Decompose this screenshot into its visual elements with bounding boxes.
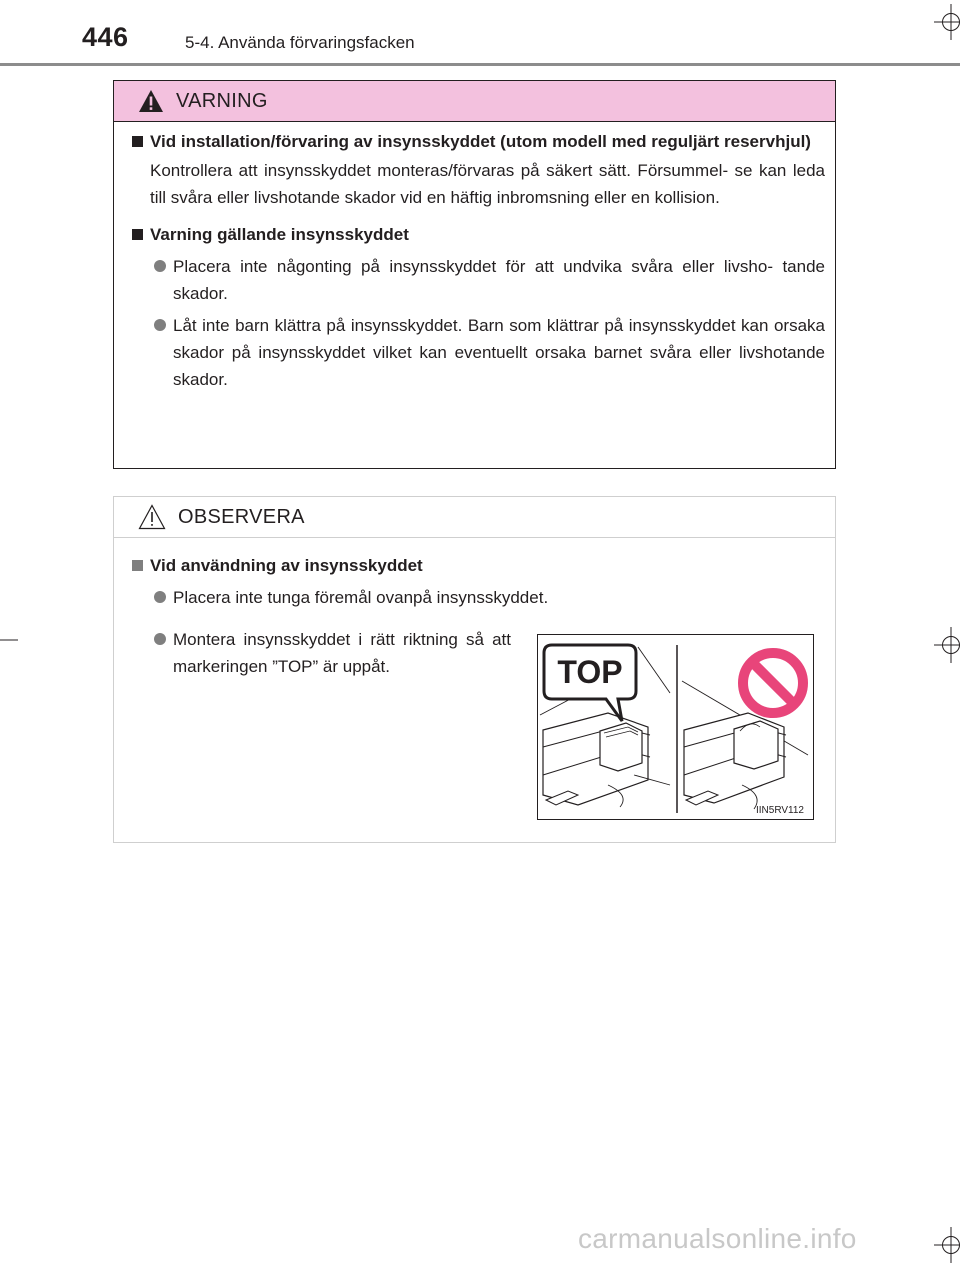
notice-box	[113, 496, 836, 843]
caution-triangle-outline-icon	[138, 504, 166, 530]
registration-mark-mid-left	[0, 625, 20, 655]
square-bullet-icon	[132, 560, 143, 571]
top-label: TOP	[557, 654, 623, 690]
chapter-title: 5-4. Använda förvaringsfacken	[185, 33, 415, 52]
warning-content	[114, 122, 835, 393]
page-number: 446	[82, 22, 129, 52]
warning-paragraph: Kontrollera att insynsskyddet monteras/förvaras på säkert sätt. Försummel- se kan leda till svåra eller livshotande skador vid en häftig inbromsning eller en kollision.	[150, 161, 825, 207]
illustration-code: IIN5RV112	[756, 805, 804, 816]
warning-header	[114, 81, 835, 122]
notice-header	[114, 497, 835, 538]
warning-title: VARNING	[176, 89, 268, 112]
circle-bullet-icon	[154, 319, 166, 331]
notice-bullet: Placera inte tunga föremål ovanpå insynsskyddet.	[130, 584, 825, 611]
page-header	[0, 0, 960, 66]
warning-bullet: Låt inte barn klättra på insynsskyddet. Barn som klättrar på insynsskyddet kan orsaka skador på insynsskyddet vilket kan eventuellt orsaka barnet svåra eller livshotande skador.	[130, 312, 825, 393]
warning-triangle-icon	[138, 89, 164, 113]
circle-bullet-icon	[154, 591, 166, 603]
square-bullet-icon	[132, 229, 143, 240]
warning-bullet: Placera inte någonting på insynsskyddet för att undvika svåra eller livsho- tande skador.	[130, 253, 825, 307]
registration-mark-mid-right	[925, 625, 960, 665]
circle-bullet-icon	[154, 633, 166, 645]
watermark: carmanualsonline.info	[578, 1223, 857, 1254]
registration-mark-bottom-right	[925, 1225, 960, 1263]
header-rule	[0, 63, 960, 66]
notice-item-heading: Vid användning av insynsskyddet	[130, 552, 825, 579]
square-bullet-icon	[132, 136, 143, 147]
warning-box	[113, 80, 836, 469]
notice-title: OBSERVERA	[178, 505, 305, 528]
cover-orientation-illustration	[537, 634, 814, 820]
cover-illustration-drawing	[538, 635, 813, 819]
circle-bullet-icon	[154, 260, 166, 272]
prohibition-icon	[743, 653, 803, 713]
notice-bullet: Montera insynsskyddet i rätt riktning så att markeringen ”TOP” är uppåt.	[130, 626, 511, 680]
warning-item-heading: Vid installation/förvaring av insynsskyddet (utom modell med reguljärt reservhjul)	[130, 128, 825, 155]
warning-item-heading: Varning gällande insynsskyddet	[130, 221, 825, 248]
